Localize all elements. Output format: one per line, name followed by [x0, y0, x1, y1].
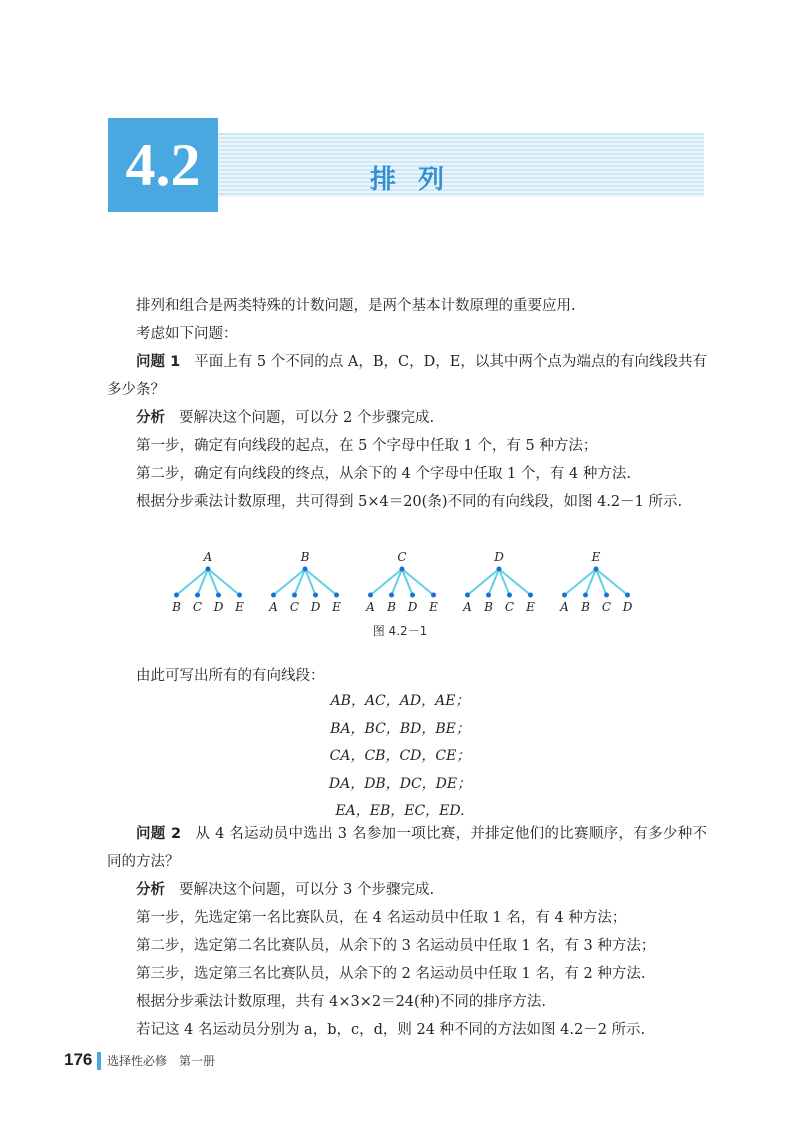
tree-leaf-dot: [292, 593, 297, 598]
tree-leaf-label: C: [504, 600, 515, 614]
tree-root-label: A: [203, 550, 213, 564]
tree-leaf-label: B: [484, 600, 493, 614]
tree-D: [462, 550, 535, 614]
paragraph: [107, 404, 707, 432]
problem-2-text: [107, 820, 707, 1044]
tree-leaf-label: D: [310, 600, 321, 614]
tree-leaf-label: A: [560, 600, 569, 614]
tree-leaf-dot: [583, 593, 588, 598]
tree-leaf-label: E: [526, 600, 535, 614]
segment-line: AB，AC，AD，AE；: [330, 693, 470, 709]
tree-leaf-label: B: [581, 600, 590, 614]
paragraph-label: 问题 1: [136, 354, 181, 370]
tree-leaf-dot: [174, 593, 179, 598]
tree-root-label: B: [300, 550, 310, 564]
figure-caption: 图 4.2－1: [372, 624, 428, 638]
paragraph: [107, 876, 707, 904]
tree-leaf-label: D: [407, 600, 418, 614]
section-number-badge: 4.2: [108, 118, 218, 212]
paragraph-label: 问题 2: [136, 826, 182, 842]
paragraph: 根据分步乘法计数原理，共可得到 5×4＝20(条)不同的有向线段，如图 4.2－1 所示.: [136, 494, 683, 510]
paragraph: 第一步，先选定第一名比赛队员，在 4 名运动员中任取 1 名，有 4 种方法；: [136, 910, 627, 926]
tree-leaf-dot: [410, 593, 415, 598]
tree-leaf-label: E: [235, 600, 244, 614]
tree-leaf-dot: [313, 593, 318, 598]
paragraph: 若记这 4 名运动员分别为 a，b，c，d，则 24 种不同的方法如图 4.2－2 所示.: [136, 1022, 646, 1038]
tree-root-dot: [206, 567, 211, 572]
tree-leaf-dot: [271, 593, 276, 598]
tree-leaf-dot: [465, 593, 470, 598]
tree-E: [559, 550, 633, 614]
paragraph: 第二步，确定有向线段的终点，从余下的 4 个字母中任取 1 个，有 4 种方法.: [136, 466, 631, 482]
tree-leaf-dot: [334, 593, 339, 598]
tree-leaf-dot: [368, 593, 373, 598]
section-title: 排列: [370, 165, 467, 195]
tree-leaf-dot: [431, 593, 436, 598]
tree-root-dot: [303, 567, 308, 572]
segment-line: CA，CB，CD，CE；: [329, 748, 471, 764]
tree-leaf-dot: [528, 593, 533, 598]
tree-root-label: C: [397, 550, 407, 564]
paragraph: 第三步，选定第三名比赛队员，从余下的 2 名运动员中任取 1 名，有 2 种方法.: [136, 966, 646, 982]
paragraph: 第一步，确定有向线段的起点，在 5 个字母中任取 1 个，有 5 种方法；: [136, 438, 598, 454]
header-stripe-bar: [218, 133, 704, 197]
tree-root-dot: [497, 567, 502, 572]
segment-line: BA，BC，BD，BE；: [330, 720, 470, 737]
tree-leaf-label: B: [172, 600, 181, 614]
tree-B: [268, 550, 341, 614]
paragraph: 排列和组合是两类特殊的计数问题，是两个基本计数原理的重要应用.: [136, 298, 576, 314]
paragraph-text: 平面上有 5 个不同的点 A，B，C，D，E，以其中两个点为端点的有向线段共有多少条？: [107, 354, 708, 398]
paragraph-text: 要解决这个问题，可以分 3 个步骤完成.: [179, 882, 435, 898]
page-number: 176: [64, 1050, 93, 1069]
paragraph: 考虑如下问题：: [136, 326, 238, 342]
tree-leaf-dot: [562, 593, 567, 598]
tree-leaf-label: C: [601, 600, 612, 614]
paragraph-label: 分析: [136, 410, 165, 426]
figure-4-2-1-trees: [166, 547, 646, 615]
segment-line: DA，DB，DC，DE；: [328, 775, 472, 792]
paragraph: 第二步，选定第二名比赛队员，从余下的 3 名运动员中任取 1 名，有 3 种方法；: [136, 938, 656, 954]
paragraph-label: 分析: [136, 882, 165, 898]
tree-leaf-label: D: [622, 600, 633, 614]
tree-leaf-label: A: [366, 600, 375, 614]
tree-leaf-label: E: [332, 600, 341, 614]
list-intro-text: [107, 662, 707, 690]
section-header: [108, 118, 704, 212]
paragraph: [107, 820, 707, 876]
segment-line: EA，EB，EC，ED.: [335, 803, 465, 819]
tree-leaf-label: A: [269, 600, 278, 614]
tree-leaf-dot: [216, 593, 221, 598]
tree-leaf-dot: [486, 593, 491, 598]
tree-A: [171, 550, 244, 614]
intro-text: [107, 292, 707, 516]
list-intro: 由此可写出所有的有向线段：: [136, 668, 325, 684]
tree-root-dot: [594, 567, 599, 572]
footer-divider: [97, 1052, 101, 1070]
paragraph-text: 要解决这个问题，可以分 2 个步骤完成.: [179, 410, 435, 426]
tree-root-dot: [400, 567, 405, 572]
tree-leaf-dot: [625, 593, 630, 598]
tree-root-label: E: [591, 550, 601, 564]
tree-leaf-dot: [195, 593, 200, 598]
tree-C: [365, 550, 438, 614]
tree-leaf-label: C: [192, 600, 203, 614]
book-title: 选择性必修 第一册: [107, 1054, 216, 1068]
tree-leaf-label: E: [429, 600, 438, 614]
tree-leaf-dot: [237, 593, 242, 598]
tree-leaf-label: D: [213, 600, 224, 614]
tree-leaf-dot: [389, 593, 394, 598]
paragraph-text: 从 4 名运动员中选出 3 名参加一项比赛，并排定他们的比赛顺序，有多少种不同的方法？: [107, 826, 707, 870]
tree-leaf-label: A: [463, 600, 472, 614]
tree-leaf-label: B: [387, 600, 396, 614]
tree-leaf-dot: [507, 593, 512, 598]
tree-root-label: D: [494, 550, 504, 564]
paragraph: [107, 348, 707, 404]
segment-list: [0, 688, 800, 826]
tree-leaf-label: C: [289, 600, 300, 614]
tree-leaf-dot: [604, 593, 609, 598]
paragraph: 根据分步乘法计数原理，共有 4×3×2＝24(种)不同的排序方法.: [136, 994, 546, 1010]
